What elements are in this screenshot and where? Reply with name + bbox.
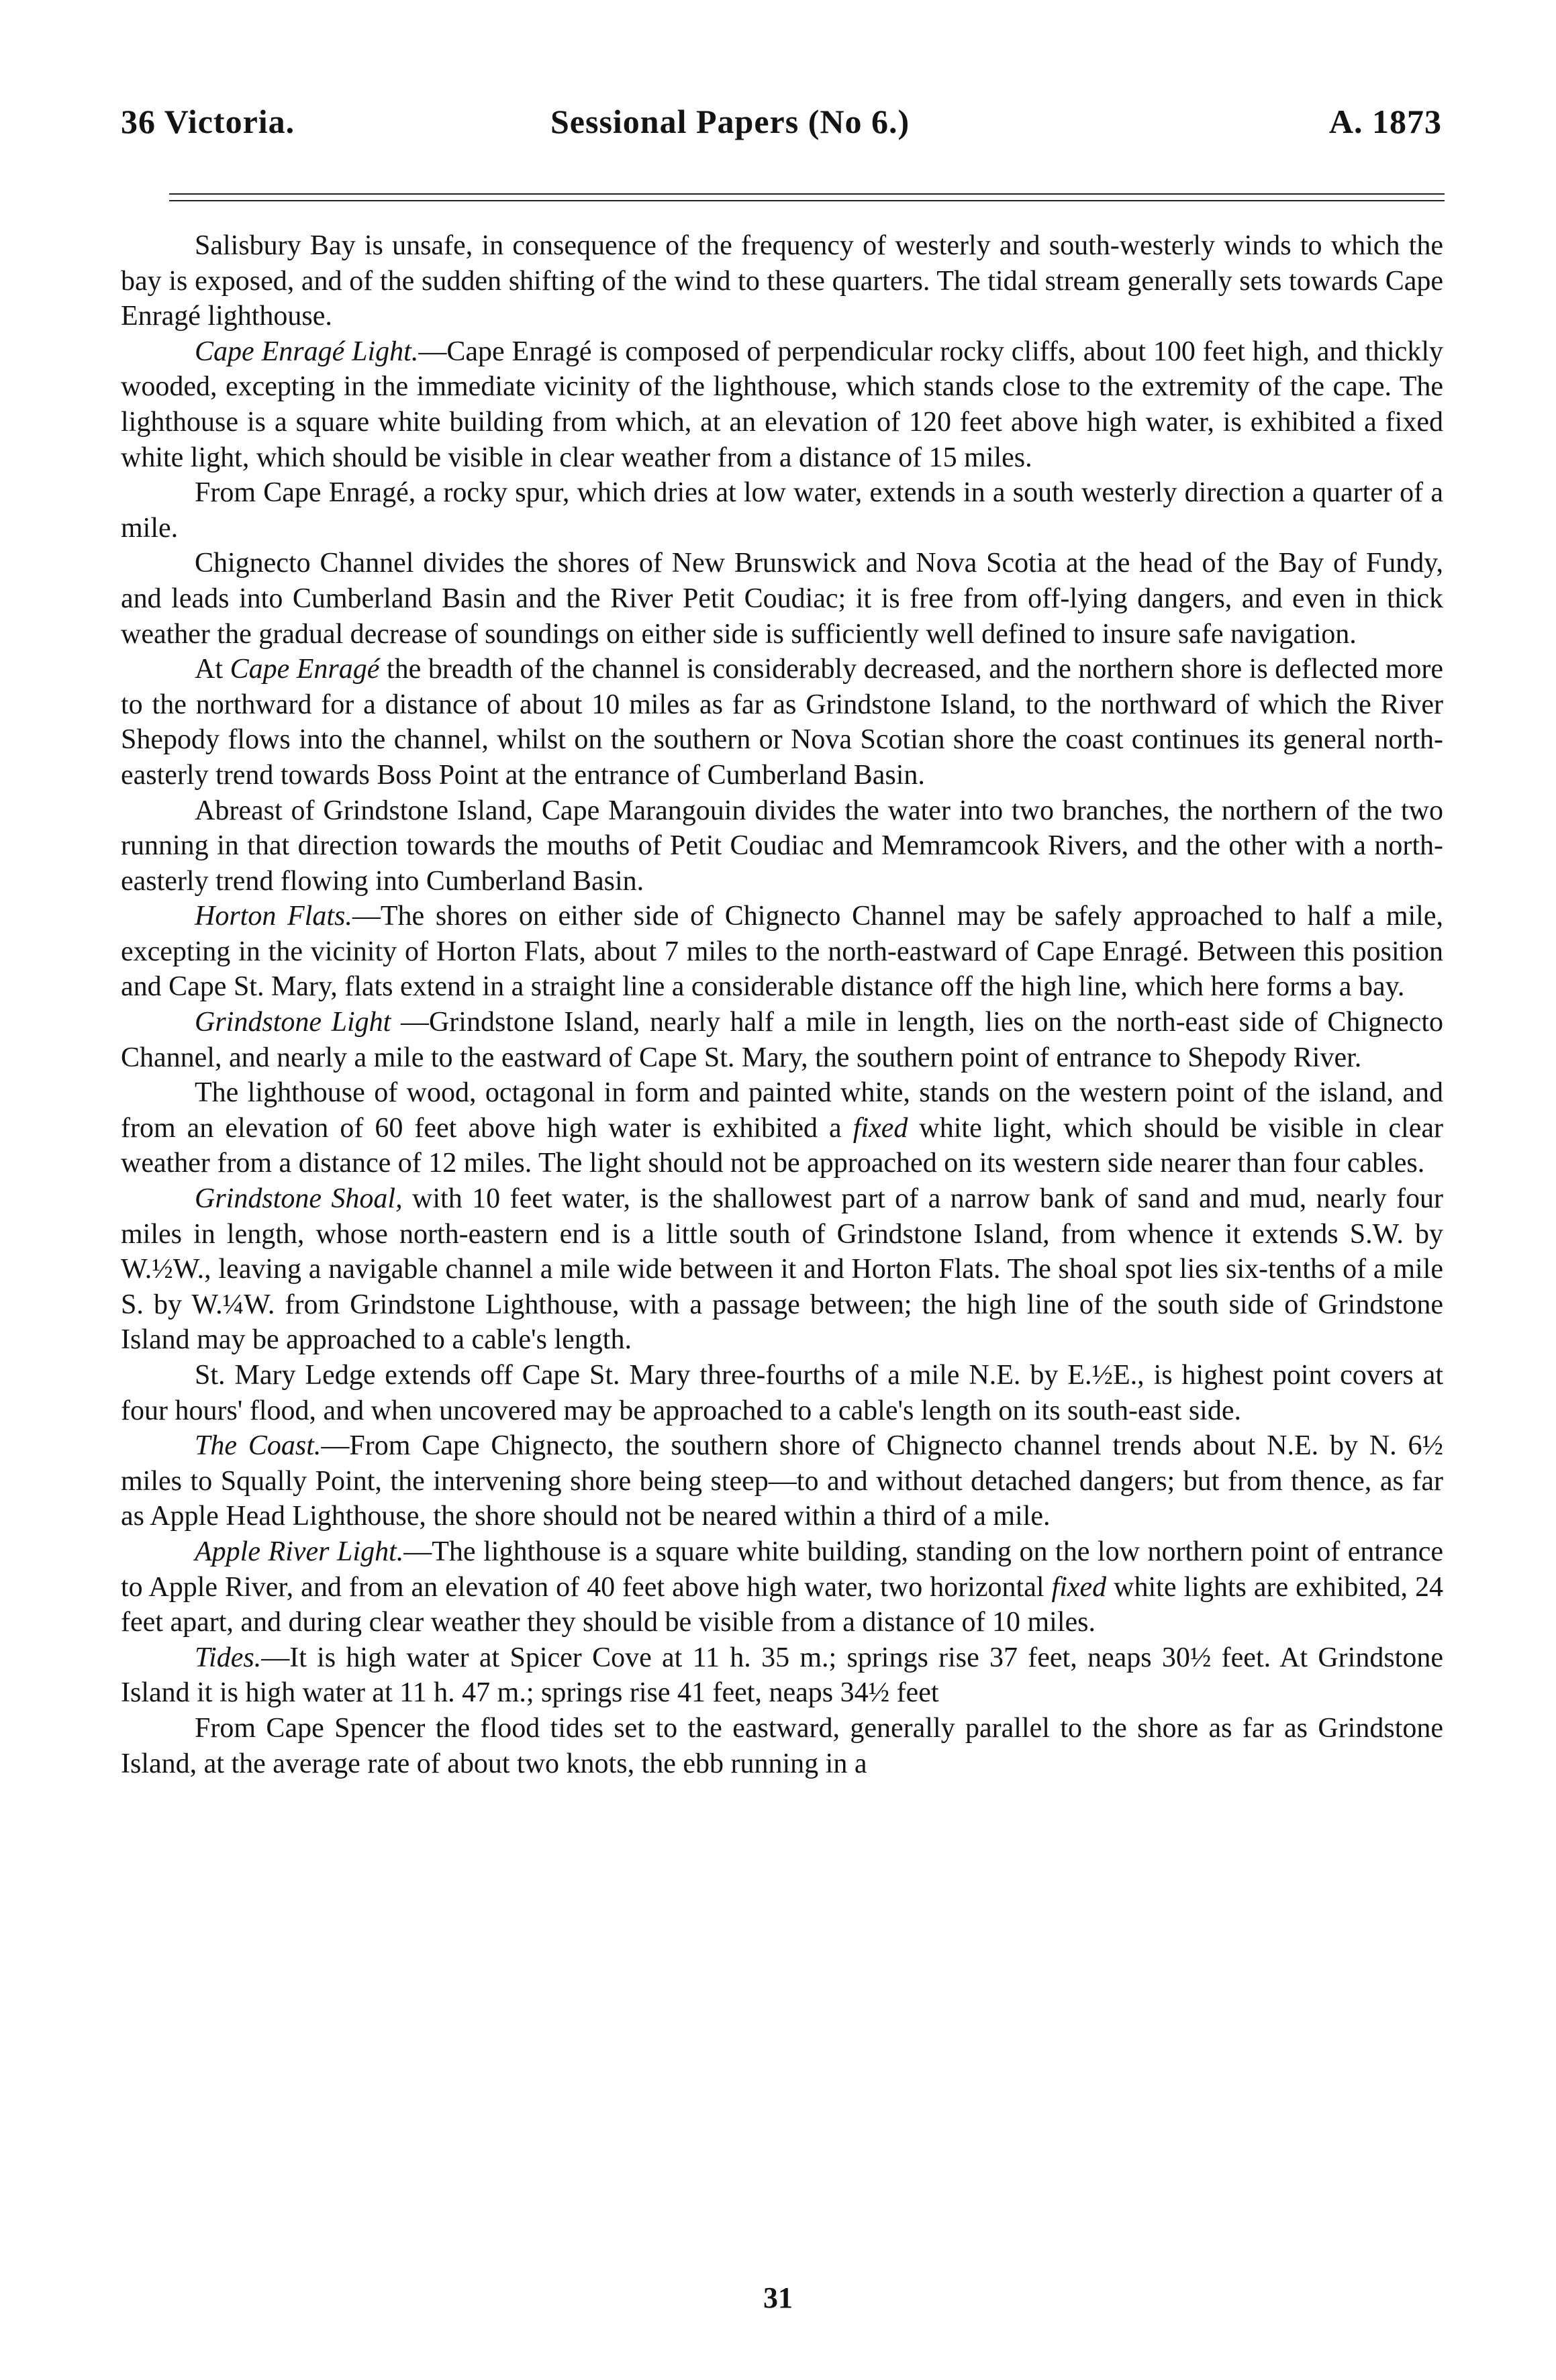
italic-place-name: Cape Enragé bbox=[230, 654, 380, 685]
paragraph-text-cont: white lights are exhibited, 24 feet apart, and during clear weather they should be visible from a distance of 10 miles. bbox=[121, 1571, 1443, 1638]
paragraph bbox=[121, 793, 1443, 899]
section-heading: Grindstone Shoal, bbox=[195, 1183, 403, 1215]
paragraph bbox=[121, 475, 1443, 546]
paragraph-text: Abreast of Grindstone Island, Cape Marangouin divides the water into two branches, the northern of the two running in that direction towards the mouths of Petit Coudiac and Memramcook Rivers, and the other with a north-easterly trend flowing into Cumberland Basin. bbox=[121, 795, 1443, 897]
header-session: 36 Victoria. bbox=[121, 103, 295, 140]
paragraph-text: the breadth of the channel is considerably decreased, and the northern shore is deflected more to the northward for a distance of about 10 miles as far as Grindstone Island, to the northward of which the River Shepody flows into the channel, whilst on the southern or Nova Scotian shore the coast continues its general north-easterly trend towards Boss Point at the entrance of Cumberland Basin. bbox=[121, 654, 1443, 791]
header-rule-bottom bbox=[169, 200, 1445, 201]
paragraph-text: Chignecto Channel divides the shores of New Brunswick and Nova Scotia at the head of the Bay of Fundy, and leads into Cumberland Basin and the River Petit Coudiac; it is free from off-lying dangers, and even in thick weather the gradual decrease of soundings on either side is sufficiently well defined to insure safe navigation. bbox=[121, 548, 1443, 650]
header-rule-top bbox=[169, 193, 1445, 195]
paragraph-text: The lighthouse of wood, octagonal in form and painted white, stands on the western point of the island, and from an elevation of 60 feet above high water is exhibited a bbox=[121, 1077, 1443, 1144]
paragraph-text: —Cape Enragé is composed of perpendicular rocky cliffs, about 100 feet high, and thickly wooded, excepting in the immediate vicinity of the lighthouse, which stands close to the extremity of the cape. The lighthouse is a square white building from which, at an elevation of 120 feet above high water, is exhibited a fixed white light, which should be visible in clear weather from a distance of 15 miles. bbox=[121, 336, 1443, 473]
paragraph bbox=[121, 899, 1443, 1005]
paragraph bbox=[121, 228, 1443, 334]
italic-word: fixed bbox=[853, 1112, 908, 1144]
paragraph-text: From Cape Enragé, a rocky spur, which dries at low water, extends in a south westerly direction a quarter of a mile. bbox=[121, 477, 1443, 544]
body-text bbox=[121, 228, 1443, 1781]
running-header bbox=[121, 102, 1442, 156]
paragraph bbox=[121, 1358, 1443, 1428]
paragraph bbox=[121, 1428, 1443, 1534]
section-heading: Apple River Light. bbox=[195, 1536, 404, 1567]
paragraph bbox=[121, 1075, 1443, 1181]
paragraph-text: Salisbury Bay is unsafe, in consequence of the frequency of westerly and south-westerly winds to which the bay is exposed, and of the sudden shifting of the wind to these quarters. The tidal stream generally sets towards Cape Enragé lighthouse. bbox=[121, 230, 1443, 332]
paragraph-text: —The lighthouse is a square white building, standing on the low northern point of entrance to Apple River, and from an elevation of 40 feet above high water, two horizontal bbox=[121, 1536, 1443, 1603]
section-heading: Cape Enragé Light. bbox=[195, 336, 419, 367]
header-year: A. 1873 bbox=[1328, 103, 1442, 140]
paragraph bbox=[121, 1181, 1443, 1358]
section-heading: Grindstone Light bbox=[195, 1007, 391, 1038]
page-number: 31 bbox=[763, 2281, 793, 2314]
paragraph bbox=[121, 1005, 1443, 1075]
section-heading: The Coast. bbox=[195, 1430, 322, 1462]
paragraph-text: —From Cape Chignecto, the southern shore of Chignecto channel trends about N.E. by N. 6½ miles to Squally Point, the intervening shore being steep—to and without detached dangers; but from thence, as far as Apple Head Lighthouse, the shore should not be neared within a third of a mile. bbox=[121, 1430, 1443, 1532]
section-heading: Tides. bbox=[195, 1642, 262, 1673]
paragraph-text: —Grindstone Island, nearly half a mile in length, lies on the north-east side of Chignecto Channel, and nearly a mile to the eastward of Cape St. Mary, the southern point of entrance to Shepody River. bbox=[121, 1007, 1443, 1073]
paragraph-text: St. Mary Ledge extends off Cape St. Mary three-fourths of a mile N.E. by E.½E., is highest point covers at four hours' flood, and when uncovered may be approached to a cable's length on its south-east side. bbox=[121, 1360, 1443, 1426]
paragraph bbox=[121, 652, 1443, 793]
paragraph-text: —The shores on either side of Chignecto Channel may be safely approached to half a mile, excepting in the vicinity of Horton Flats, about 7 miles to the north-eastward of Cape Enragé. Between this position and Cape St. Mary, flats extend in a straight line a considerable distance off the high line, which here forms a bay. bbox=[121, 901, 1443, 1003]
paragraph-text: —It is high water at Spicer Cove at 11 h. 35 m.; springs rise 37 feet, neaps 30½ feet. At Grindstone Island it is high water at 11 h. 47 m.; springs rise 41 feet, neaps 34½ feet bbox=[121, 1642, 1443, 1709]
paragraph-text: From Cape Spencer the flood tides set to the eastward, generally parallel to the shore as far as Grindstone Island, at the average rate of about two knots, the ebb running in a bbox=[121, 1712, 1443, 1779]
header-title: Sessional Papers (No 6.) bbox=[550, 103, 910, 140]
paragraph bbox=[121, 1640, 1443, 1711]
paragraph bbox=[121, 334, 1443, 475]
italic-word: fixed bbox=[1051, 1571, 1107, 1603]
section-heading: Horton Flats. bbox=[195, 901, 352, 932]
paragraph bbox=[121, 1534, 1443, 1640]
paragraph bbox=[121, 1711, 1443, 1781]
paragraph-text: with 10 feet water, is the shallowest part of a narrow bank of sand and mud, nearly four miles in length, whose north-eastern end is a little south of Grindstone Island, from whence it extends S.W. by W.½W., leaving a navigable channel a mile wide between it and Horton Flats. The shoal spot lies six-tenths of a mile S. by W.¼W. from Grindstone Lighthouse, with a passage between; the high line of the south side of Grindstone Island may be approached to a cable's length. bbox=[121, 1183, 1443, 1356]
paragraph-text-pre: At bbox=[195, 654, 230, 685]
paragraph bbox=[121, 546, 1443, 652]
paragraph-text-cont: white light, which should be visible in clear weather from a distance of 12 miles. The light should not be approached on its western side nearer than four cables. bbox=[121, 1112, 1443, 1179]
